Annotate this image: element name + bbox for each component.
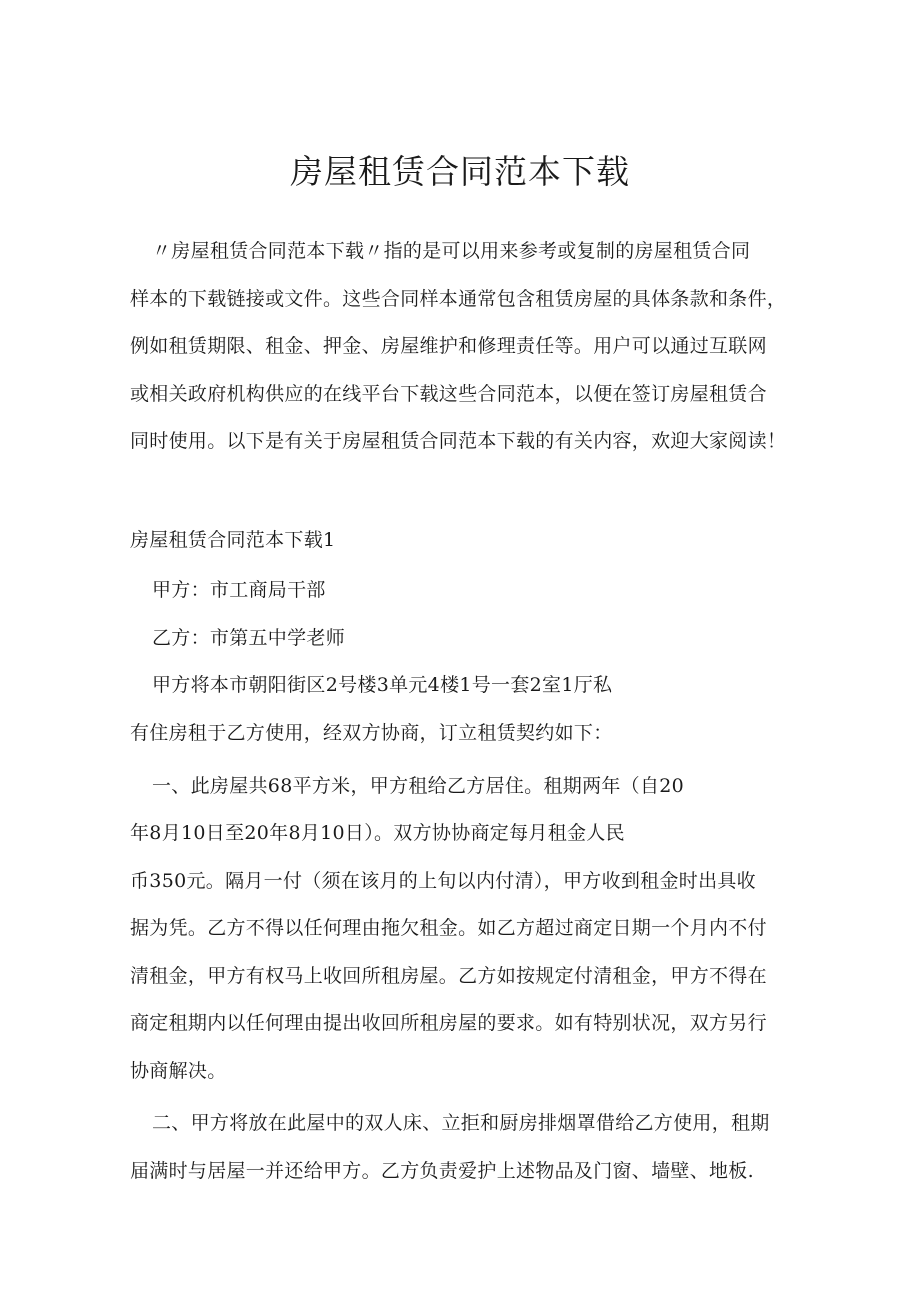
party-b: 乙方：市第五中学老师 (152, 627, 346, 649)
intro-line-5: 同时使用。以下是有关于房屋租赁合同范本下载的有关内容，欢迎大家阅读！ (130, 430, 787, 452)
section-heading: 房屋租赁合同范本下载1 (130, 529, 336, 551)
clause1-line-5: 清租金，甲方有权马上收回所租房屋。乙方如按规定付清租金，甲方不得在 (130, 965, 767, 987)
premise-line-1: 甲方将本市朝阳街区2号楼3单元4楼1号一套2室1厅私 (152, 674, 613, 696)
intro-line-4: 或相关政府机构供应的在线平台下载这些合同范本，以便在签订房屋租赁合 (130, 383, 767, 405)
party-a: 甲方：市工商局干部 (152, 579, 326, 601)
clause1-line-2: 年8月10日至20年8月10日）。双方协协商定每月租金人民 (130, 822, 625, 844)
intro-line-2: 样本的下载链接或文件。这些合同样本通常包含租赁房屋的具体条款和条件， (130, 288, 787, 310)
clause1-line-7: 协商解决。 (130, 1060, 227, 1082)
clause1-line-3: 币350元。隔月一付（须在该月的上旬以内付清），甲方收到租金时出具收 (130, 870, 756, 892)
intro-line-1: 〃房屋租赁合同范本下载〃指的是可以用来参考或复制的房屋租赁合同 (152, 240, 751, 262)
document-title: 房屋租赁合同范本下载 (290, 152, 630, 191)
premise-line-2: 有住房租于乙方使用，经双方协商，订立租赁契约如下： (130, 722, 613, 744)
clause2-line-2: 届满时与居屋一并还给甲方。乙方负责爱护上述物品及门窗、墙壁、地板. (130, 1160, 754, 1182)
clause1-line-6: 商定租期内以任何理由提出收回所租房屋的要求。如有特别状况，双方另行 (130, 1012, 767, 1034)
clause1-line-1: 一、此房屋共68平方米，甲方租给乙方居住。租期两年（自20 (152, 775, 685, 797)
clause1-line-4: 据为凭。乙方不得以任何理由拖欠租金。如乙方超过商定日期一个月内不付 (130, 917, 767, 939)
clause2-line-1: 二、甲方将放在此屋中的双人床、立拒和厨房排烟罩借给乙方使用，租期 (152, 1112, 770, 1134)
intro-line-3: 例如租赁期限、租金、押金、房屋维护和修理责任等。用户可以通过互联网 (130, 335, 767, 357)
